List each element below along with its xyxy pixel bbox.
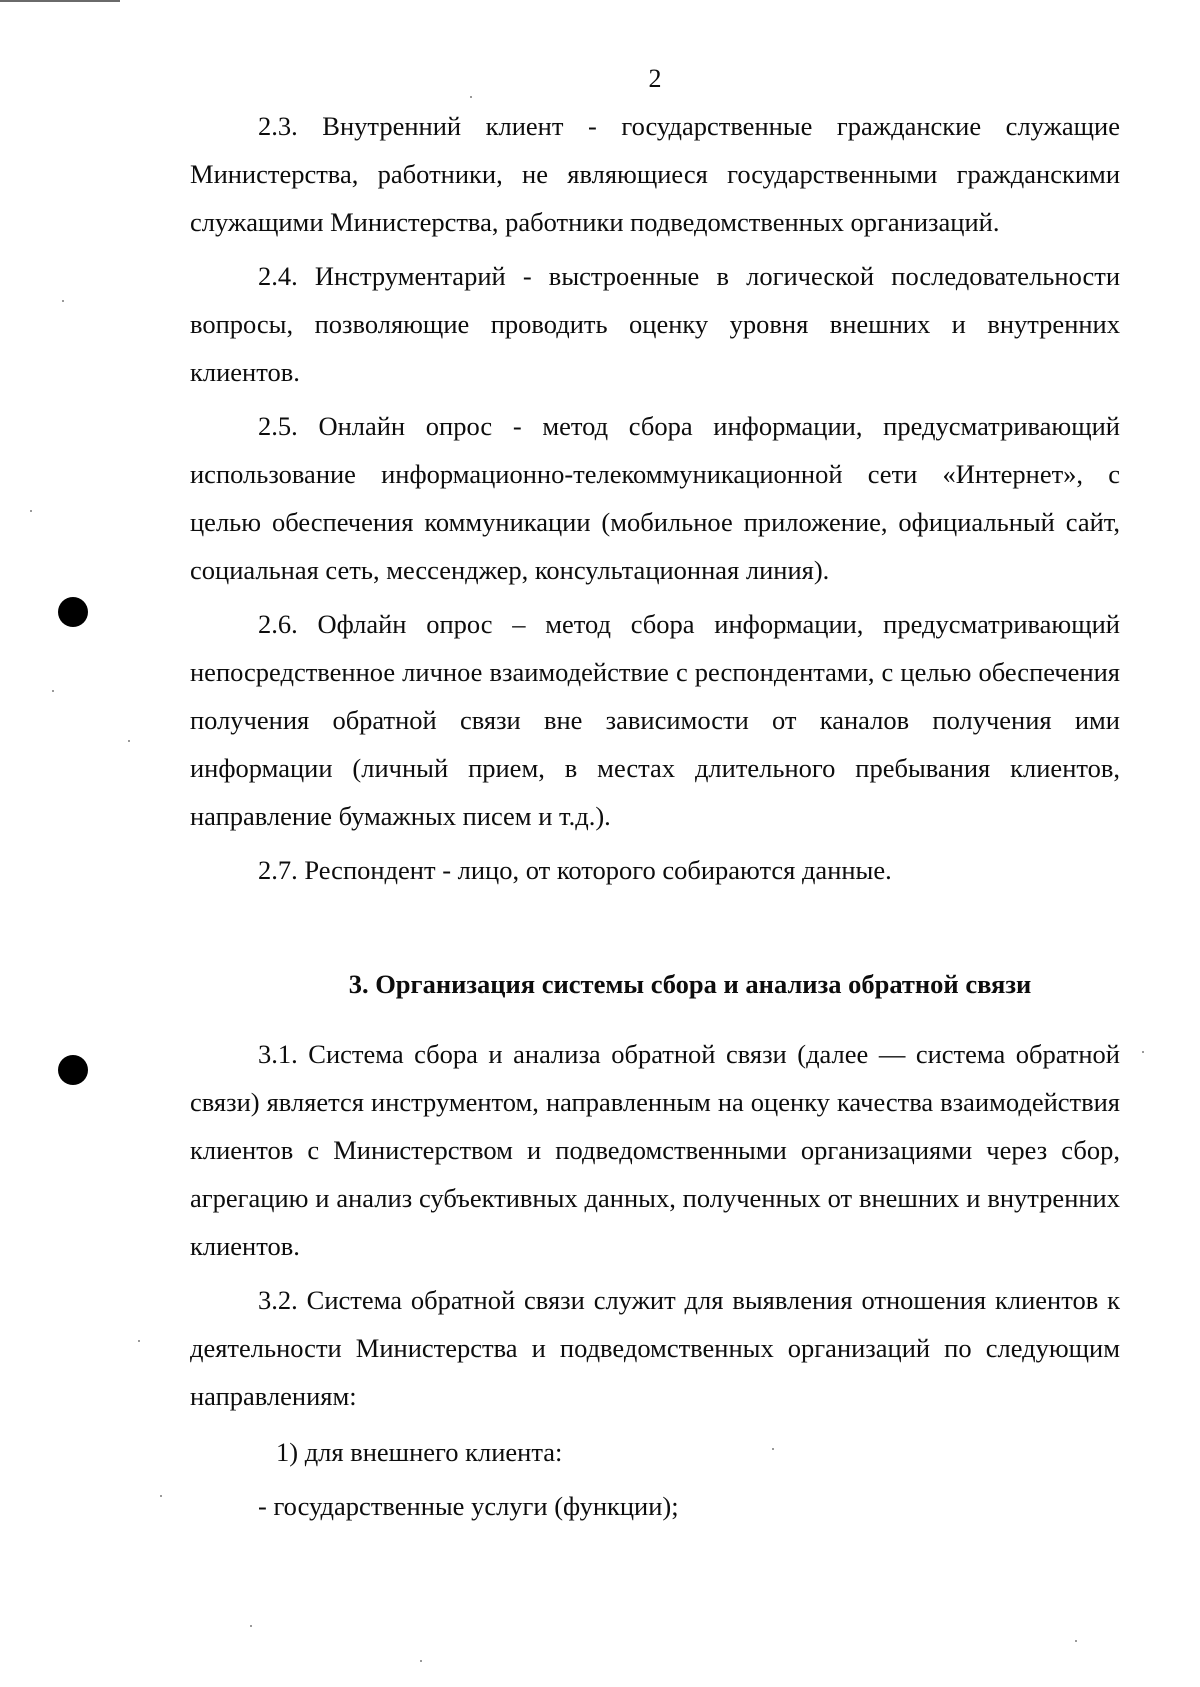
scan-speck bbox=[420, 1660, 422, 1662]
dash-list-item: - государственные услуги (функции); bbox=[258, 1491, 679, 1521]
scan-speck bbox=[1142, 1051, 1144, 1053]
paragraph-2-3: 2.3. Внутренний клиент - государственные гражданские служащие Министерства, работники, не являющиеся государственными гражданскими служащими Министерства, работники подведомственных организаций. bbox=[190, 111, 1120, 237]
scan-speck bbox=[1075, 1640, 1077, 1642]
list-item: 1) для внешнего клиента: bbox=[276, 1437, 563, 1467]
punch-hole-bottom bbox=[58, 1055, 88, 1085]
scan-speck bbox=[62, 300, 64, 302]
scan-speck bbox=[470, 96, 472, 98]
paragraph-2-5: 2.5. Онлайн опрос - метод сбора информации, предусматривающий использование информационно-телекоммуникационной сети «Интернет», с целью обеспечения коммуникации (мобильное приложение, официальный сайт, социальная сеть, мессенджер, консультационная линия). bbox=[190, 411, 1120, 585]
paragraph-2-4: 2.4. Инструментарий - выстроенные в логической последовательности вопросы, позволяющие проводить оценку уровня внешних и внутренних клиентов. bbox=[190, 261, 1120, 387]
paragraph-2-7: 2.7. Респондент - лицо, от которого собираются данные. bbox=[258, 855, 892, 885]
scan-speck bbox=[250, 1625, 252, 1627]
document-body bbox=[190, 102, 1120, 1530]
scan-speck bbox=[138, 1340, 140, 1342]
scan-speck bbox=[30, 510, 32, 512]
scan-speck bbox=[52, 690, 54, 692]
punch-hole-top bbox=[58, 597, 88, 627]
paragraph-2-6: 2.6. Офлайн опрос – метод сбора информации, предусматривающий непосредственное личное взаимодействие с респондентами, с целью обеспечения получения обратной связи вне зависимости от каналов получения ими информации (личный прием, в местах длительного пребывания клиентов, направление бумажных писем и т.д.). bbox=[190, 609, 1120, 831]
scan-edge-line bbox=[0, 0, 120, 2]
scan-speck bbox=[128, 740, 130, 742]
scan-speck bbox=[160, 1495, 162, 1497]
paragraph-3-2: 3.2. Система обратной связи служит для выявления отношения клиентов к деятельности Министерства и подведомственных организаций по следующим направлениям: bbox=[190, 1285, 1120, 1411]
paragraph-3-1: 3.1. Система сбора и анализа обратной связи (далее — система обратной связи) является инструментом, направленным на оценку качества взаимодействия клиентов с Министерством и подведомственными организациями через сбор, агрегацию и анализ субъективных данных, полученных от внешних и внутренних клиентов. bbox=[190, 1039, 1120, 1261]
section-heading: 3. Организация системы сбора и анализа обратной связи bbox=[348, 969, 1032, 999]
page-number: 2 bbox=[648, 64, 662, 93]
